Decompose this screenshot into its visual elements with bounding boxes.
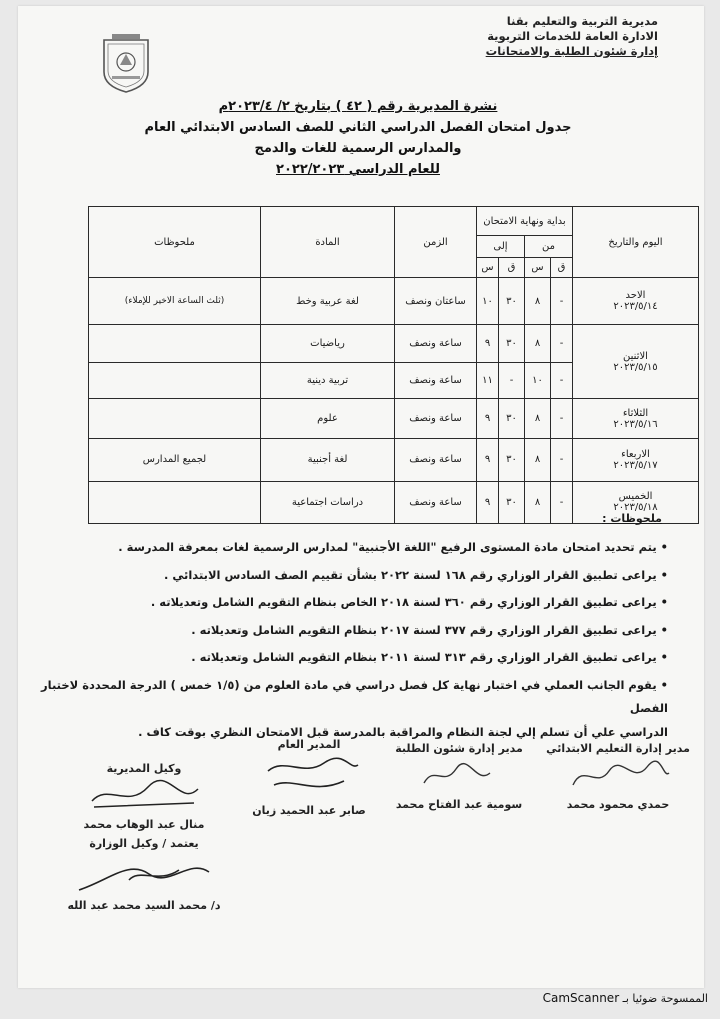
day-cell: [573, 439, 699, 481]
header-minute: ق: [551, 258, 573, 278]
to-minute: ٣٠: [499, 481, 525, 524]
circular-number: نشرة المديرية رقم ( ٤٢ ) بتاريخ ٢/ ٢٠٢٣/٤م: [218, 99, 498, 114]
date-label: ٢٠٢٣/٥/١٦: [613, 418, 658, 430]
signature-name: منال عبد الوهاب محمد: [83, 818, 205, 831]
note-item: • يراعى تطبيق القرار الوزاري رقم ٣٦٠ لسنة ٢٠١٨ الخاص بنظام التقويم الشامل وتعديلاته .: [150, 595, 668, 609]
note-item: • يقوم الجانب العملي في اختبار نهاية كل فصل دراسي في مادة العلوم من (١/٥ خمس ) الدرجة المحددة لاختبار الفصل: [41, 677, 668, 715]
note-item: • يراعى تطبيق القرار الوزاري رقم ٣٧٧ لسنة ٢٠١٧ بنظام التقويم الشامل وتعديلاته .: [191, 622, 668, 637]
to-hour: ١٠: [477, 278, 499, 325]
header-line-3: إدارة شئون الطلبة والامتحانات: [485, 44, 658, 58]
academic-year: للعام الدراسي ٢٠٢٢/٢٠٢٣: [276, 162, 440, 177]
note-cell: لجميع المدارس: [89, 439, 261, 481]
duration-cell: ساعة ونصف: [395, 363, 477, 399]
to-minute: ٣٠: [499, 278, 525, 325]
day-label: الاحد: [625, 290, 646, 302]
document-titles: [108, 96, 608, 180]
to-minute: -: [499, 363, 525, 399]
duration-cell: ساعة ونصف: [395, 439, 477, 481]
day-label: الخميس: [618, 491, 653, 503]
note-cell: [89, 363, 261, 399]
from-hour: ٨: [525, 398, 551, 438]
from-minute: -: [551, 398, 573, 438]
from-hour: ٨: [525, 325, 551, 363]
issuer-header: [486, 14, 658, 59]
subject-cell: دراسات اجتماعية: [261, 481, 395, 524]
schools-title: والمدارس الرسمية للغات والدمج: [254, 141, 462, 156]
duration-cell: ساعة ونصف: [395, 398, 477, 438]
footer-label: الممسوحة ضوئيا بـ: [622, 992, 708, 1005]
day-label: الثلاثاء: [622, 407, 649, 419]
from-minute: -: [551, 439, 573, 481]
subject-cell: لغة أجنبية: [261, 439, 395, 481]
to-hour: ٩: [477, 398, 499, 438]
duration-cell: ساعة ونصف: [395, 481, 477, 524]
note-item: • يتم تحديد امتحان مادة المستوى الرفيع "اللغة الأجنبية" لمدارس الرسمية لغات بمعرفة المدرسة .: [118, 540, 668, 554]
to-minute: ٣٠: [499, 398, 525, 438]
date-label: ٢٠٢٣/٥/١٥: [613, 361, 658, 373]
date-label: ٢٠٢٣/٥/١٧: [613, 459, 658, 471]
signature-block-deputy: [54, 762, 234, 912]
from-minute: -: [551, 325, 573, 363]
signature-title: وكيل المديرية: [106, 762, 182, 775]
date-label: ٢٠٢٣/٥/١٤: [613, 301, 658, 313]
day-cell: [573, 325, 699, 399]
duration-cell: ساعة ونصف: [395, 325, 477, 363]
header-day: اليوم والتاريخ: [573, 207, 699, 278]
table-row: [89, 325, 699, 363]
handwritten-signature-icon: [69, 850, 219, 896]
signature-name: سومية عبد الفتاح محمد: [395, 798, 523, 811]
header-hour: س: [477, 258, 499, 278]
signature-title: المدير العام: [277, 738, 341, 751]
table-row: [89, 439, 699, 481]
table-row: [89, 278, 699, 325]
from-hour: ٨: [525, 481, 551, 524]
handwritten-signature-icon: [254, 751, 364, 801]
header-minute: ق: [499, 258, 525, 278]
header-duration: الزمن: [395, 207, 477, 278]
header-to: إلى: [477, 236, 525, 258]
to-hour: ٩: [477, 439, 499, 481]
from-minute: -: [551, 278, 573, 325]
header-hour: س: [525, 258, 551, 278]
signature-block-primary: [538, 742, 698, 811]
to-hour: ٩: [477, 325, 499, 363]
to-hour: ٩: [477, 481, 499, 524]
from-hour: ٨: [525, 278, 551, 325]
exam-schedule-table: [88, 206, 699, 524]
header-subject: المادة: [261, 207, 395, 278]
scanner-footer: [543, 991, 708, 1005]
header-line-1: مديرية التربية والتعليم بقنا: [506, 14, 658, 28]
to-minute: ٣٠: [499, 325, 525, 363]
footer-app-name: CamScanner: [542, 991, 620, 1005]
signature-name: صابر عبد الحميد زيان: [252, 804, 366, 817]
note-cell: (ثلث الساعة الاخير للإملاء): [89, 278, 261, 325]
notes-heading: ملحوظات :: [602, 512, 662, 525]
table-row: [89, 398, 699, 438]
ministry-logo-icon: [96, 32, 156, 96]
signature-block-students: [384, 742, 534, 811]
to-minute: ٣٠: [499, 439, 525, 481]
document-page: [18, 6, 704, 988]
subject-cell: لغة عربية وخط: [261, 278, 395, 325]
to-hour: ١١: [477, 363, 499, 399]
day-cell: [573, 278, 699, 325]
schedule-title: جدول امتحان الفصل الدراسي الثاني للصف السادس الابتدائي العام: [144, 120, 572, 135]
approval-name: د/ محمد السيد محمد عبد الله: [67, 899, 221, 912]
table-header-row: [89, 207, 699, 236]
signature-title: مدير إدارة التعليم الابتدائي: [546, 742, 690, 755]
note-item: • يراعى تطبيق القرار الوزاري رقم ١٦٨ لسنة ٢٠٢٢ بشأن تقييم الصف السادس الابتدائي .: [164, 567, 668, 582]
header-line-2: الادارة العامة للخدمات التربوية: [487, 29, 658, 43]
day-label: الاربعاء: [621, 448, 650, 460]
notes-list: [28, 536, 668, 748]
header-time-range: بداية ونهاية الامتحان: [477, 207, 573, 236]
date-label: ٢٠٢٣/٥/١٨: [613, 502, 658, 514]
note-cell: [89, 398, 261, 438]
signature-block-general-director: [234, 738, 384, 817]
signature-name: حمدي محمود محمد: [566, 798, 670, 811]
handwritten-signature-icon: [84, 775, 204, 815]
approval-label: يعتمد / وكيل الوزارة: [89, 837, 199, 850]
from-minute: -: [551, 363, 573, 399]
day-cell: [573, 398, 699, 438]
note-cell: [89, 325, 261, 363]
from-minute: -: [551, 481, 573, 524]
header-notes: ملحوظات: [89, 207, 261, 278]
header-from: من: [525, 236, 573, 258]
from-hour: ٨: [525, 439, 551, 481]
note-continuation: الدراسي علي أن تسلم إلي لجنة النظام والمراقبة بالمدرسة قبل الامتحان النظري بوقت كاف .: [138, 724, 668, 739]
day-label: الاثنين: [623, 350, 648, 362]
from-hour: ١٠: [525, 363, 551, 399]
subject-cell: علوم: [261, 398, 395, 438]
note-item: • يراعى تطبيق القرار الوزاري رقم ٣١٣ لسنة ٢٠١١ بنظام التقويم الشامل وتعديلاته .: [191, 650, 668, 664]
note-cell: [89, 481, 261, 524]
handwritten-signature-icon: [404, 755, 514, 795]
duration-cell: ساعتان ونصف: [395, 278, 477, 325]
subject-cell: رياضيات: [261, 325, 395, 363]
signature-title: مدير إدارة شئون الطلبة: [395, 742, 523, 755]
subject-cell: تربية دينية: [261, 363, 395, 399]
handwritten-signature-icon: [563, 755, 673, 795]
